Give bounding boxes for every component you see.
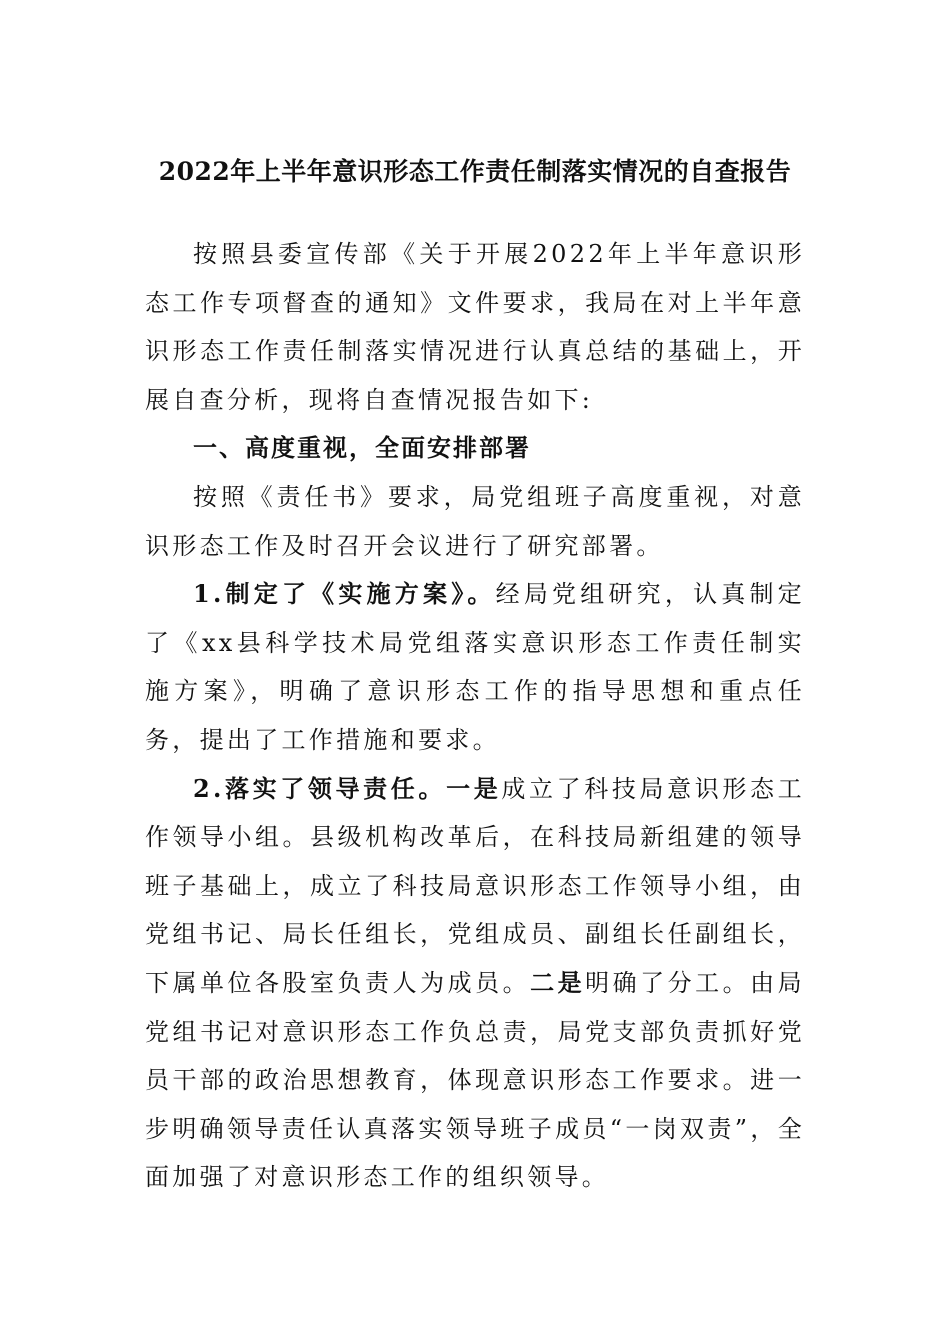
item-text-2b: 明确了分工。由局党组书记对意识形态工作负总责，局党支部负责抓好党员干部的政治思想教育，体现意识形态工作要求。进一步明确领导责任认真落实领导班子成员“一岗双责”，全面加强了对意识形态工作的组织领导。 bbox=[145, 968, 805, 1192]
document-body bbox=[145, 230, 805, 1202]
document-title: 2022年上半年意识形态工作责任制落实情况的自查报告 bbox=[158, 157, 792, 186]
item-paragraph-2 bbox=[145, 765, 805, 1202]
item-marker-first: 一是 bbox=[446, 773, 502, 803]
section-heading: 一、高度重视，全面安排部署 bbox=[193, 434, 531, 463]
item-lead-2: 2.落实了领导责任。 bbox=[193, 773, 447, 803]
section-paragraph: 按照《责任书》要求，局党组班子高度重视，对意识形态工作及时召开会议进行了研究部署。 bbox=[145, 482, 805, 560]
item-text-2a: 成立了科技局意识形态工作领导小组。县级机构改革后，在科技局新组建的领导班子基础上，成立了科技局意识形态工作领导小组，由党组书记、局长任组长，党组成员、副组长任副组长，下属单位各股室负责人为成员。 bbox=[145, 774, 805, 997]
item-paragraph-1 bbox=[145, 570, 805, 764]
intro-paragraph: 按照县委宣传部《关于开展2022年上半年意识形态工作专项督查的通知》文件要求，我局在对上半年意识形态工作责任制落实情况进行认真总结的基础上，开展自查分析，现将自查情况报告如下: bbox=[145, 240, 805, 414]
item-text-1: 经局党组研究，认真制定了《xx县科学技术局党组落实意识形态工作责任制实施方案》，明确了意识形态工作的指导思想和重点任务，提出了工作措施和要求。 bbox=[145, 580, 805, 754]
item-lead-1: 1.制定了《实施方案》。 bbox=[193, 579, 496, 609]
item-marker-second: 二是 bbox=[530, 967, 586, 997]
